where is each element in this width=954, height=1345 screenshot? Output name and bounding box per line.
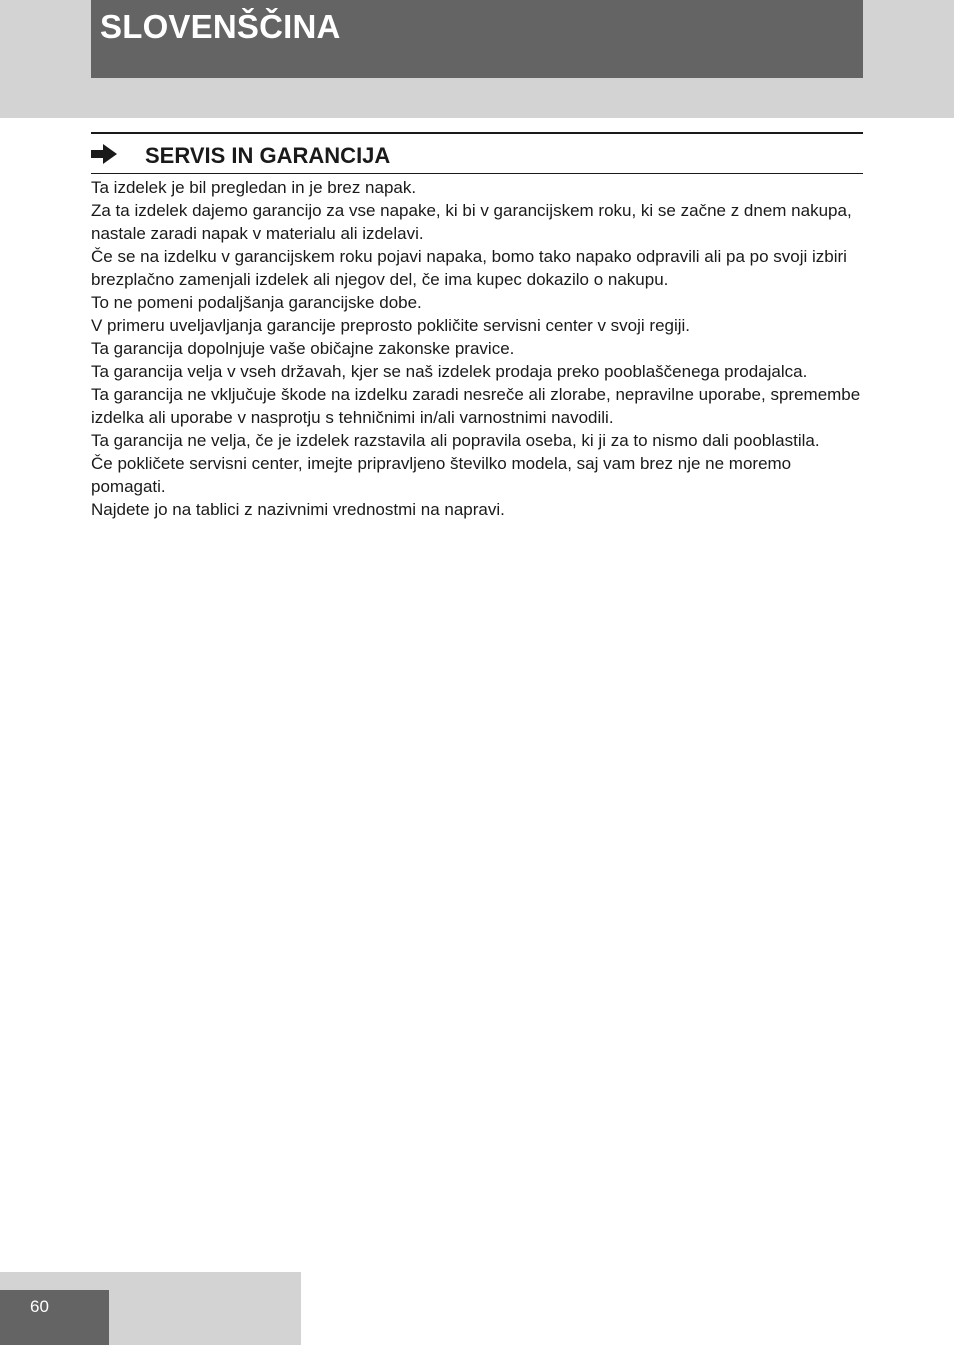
language-bar xyxy=(91,0,863,78)
page-number: 60 xyxy=(30,1297,49,1316)
paragraph: Ta garancija ne vključuje škode na izdelku zaradi nesreče ali zlorabe, nepravilne uporabe, spremembe izdelka ali uporabe v nasprotju s tehničnimi in/ali varnostnimi navodili. xyxy=(91,385,861,427)
body-text xyxy=(91,176,863,521)
section-heading xyxy=(91,132,863,174)
arrow-right-icon xyxy=(91,144,117,164)
header-band xyxy=(0,0,954,118)
paragraph: V primeru uveljavljanja garancije preprosto pokličite servisni center v svoji regiji. xyxy=(91,316,691,335)
paragraph: Najdete jo na tablici z nazivnimi vrednostmi na napravi. xyxy=(91,500,505,519)
paragraph: Če pokličete servisni center, imejte pripravljeno številko modela, saj vam brez nje ne moremo pomagati. xyxy=(91,454,792,496)
paragraph: Za ta izdelek dajemo garancijo za vse napake, ki bi v garancijskem roku, ki se začne z dnem nakupa, nastale zaradi napak v materialu ali izdelavi. xyxy=(91,201,852,243)
paragraph: Ta garancija ne velja, če je izdelek razstavila ali popravila oseba, ki ji za to nismo dali pooblastila. xyxy=(91,431,820,450)
paragraph: To ne pomeni podaljšanja garancijske dobe. xyxy=(91,293,422,312)
language-title: SLOVENŠČINA xyxy=(100,8,341,45)
section-title: SERVIS IN GARANCIJA xyxy=(145,143,391,168)
paragraph: Ta garancija velja v vseh državah, kjer se naš izdelek prodaja preko pooblaščenega prodajalca. xyxy=(91,362,808,381)
paragraph: Ta izdelek je bil pregledan in je brez napak. xyxy=(91,178,417,197)
page-number-box xyxy=(0,1290,109,1345)
paragraph: Ta garancija dopolnjuje vaše običajne zakonske pravice. xyxy=(91,339,515,358)
paragraph: Če se na izdelku v garancijskem roku pojavi napaka, bomo tako napako odpravili ali pa po svoji izbiri brezplačno zamenjali izdelek ali njegov del, če ima kupec dokazilo o nakupu. xyxy=(91,247,847,289)
